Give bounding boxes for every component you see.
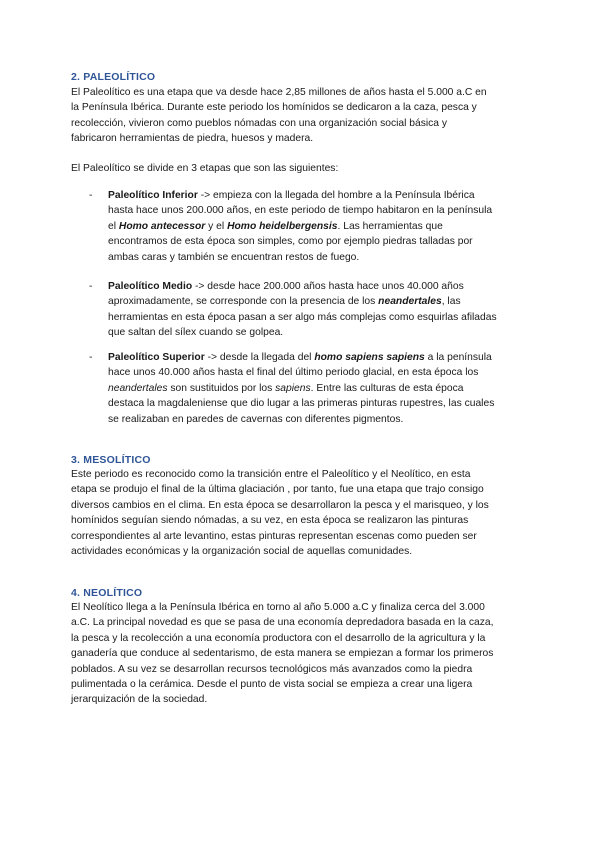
text-run: y el: [205, 220, 228, 232]
text-line: fabricaron herramientas de piedra, huesos y madera.: [71, 133, 314, 145]
text-line: hasta hace unos 200.000 años, en este periodo de tiempo habitaron en la península: [108, 205, 493, 217]
paleolitico-division-text: [71, 161, 533, 176]
text-run: , las: [441, 296, 461, 308]
text-line: a.C. La principal novedad es que se pasa de una economía depredadora basada en la caza,: [71, 617, 494, 629]
term-neandertales: neandertales: [108, 382, 168, 394]
bullet-marker: -: [89, 352, 93, 363]
text-line: correspondientes al arte levantino, estas pinturas representan escenas como pueden ser: [71, 530, 477, 542]
text-run: . Entre las culturas de esta época: [310, 382, 464, 394]
text-line: El Paleolítico es una etapa que va desde hace 2,85 millones de años hasta el 5.000 a.C en: [71, 87, 487, 98]
section-heading-mesolitico: 3. MESOLÍTICO: [71, 454, 151, 466]
bullet-marker: -: [89, 190, 93, 201]
text-line: [108, 350, 538, 365]
term-neandertales: neandertales: [378, 296, 442, 308]
term-homo-antecessor: Homo antecessor: [118, 220, 206, 232]
text-line: El Paleolítico se divide en 3 etapas que son las siguientes:: [71, 163, 339, 174]
term-title: Paleolítico Superior: [108, 352, 205, 363]
bullet-paleolitico-superior: [108, 350, 538, 427]
paleolitico-intro: [71, 85, 533, 147]
text-run: . Las herramientas que: [337, 220, 443, 232]
text-line: poblados. A su vez se desarrollan recursos tecnológicos más avanzados como la piedra: [71, 663, 473, 675]
term-sapiens: sapiens: [275, 382, 311, 394]
text-run: -> desde hace 200.000 años hasta hace unos 40.000 años: [192, 281, 464, 292]
text-line: que saltan del sílex cuando se golpea.: [108, 327, 284, 339]
text-line: [108, 219, 538, 234]
text-line: se realizaban en paredes de cavernas con diferentes pigmentos.: [108, 413, 404, 425]
text-line: encontramos de esta época son simples, como por ejemplo piedras talladas por: [108, 236, 473, 248]
text-line: [108, 381, 538, 396]
term-homo-heidelbergensis: Homo heidelbergensis: [227, 220, 338, 232]
text-line: ambas caras y también se encuentran restos de fuego.: [108, 251, 360, 263]
term-title: Paleolítico Medio: [108, 281, 193, 292]
section-heading-neolitico: 4. NEOLÍTICO: [71, 587, 143, 599]
text-line: [108, 188, 538, 203]
text-line: actividades económicas y la organización social de aquellas comunidades.: [71, 546, 413, 558]
text-line: hace unos 40.000 años hasta el final del último periodo glacial, en esta época los: [108, 367, 479, 379]
bullet-marker: -: [89, 281, 93, 292]
text-line: recolección, vivieron como pueblos nómadas con una organización social básica y: [71, 117, 448, 129]
text-run: -> empieza con la llegada del hombre a la Península Ibérica: [197, 190, 475, 201]
text-run: aproximadamente, se corresponde con la presencia de los: [108, 296, 379, 308]
bullet-paleolitico-inferior: [108, 188, 538, 265]
text-line: herramientas en esta época pasan a ser algo más complejas como esquirlas afiladas: [108, 311, 497, 323]
text-line: destaca la magdaleniense que dio lugar a las primeras pinturas rupestres, las cuales: [108, 398, 495, 410]
text-line: Este periodo es reconocido como la transición entre el Paleolítico y el Neolítico, en esta: [71, 469, 471, 480]
text-line: [108, 294, 538, 309]
term-homo-sapiens-sapiens: homo sapiens sapiens: [314, 352, 425, 363]
text-line: jerarquización de la sociedad.: [71, 694, 208, 706]
text-line: etapa se produjo el final de la última glaciación , por tanto, fue una etapa que trajo consigo: [71, 484, 484, 496]
text-line: la pesca y la recolección a una economía productora con el desarrollo de la agricultura y la: [71, 632, 486, 644]
text-run: el: [108, 220, 119, 232]
text-line: diversos cambios en el clima. En esta época se desarrollaron la pesca y el marisqueo, y los: [71, 499, 489, 511]
text-line: El Neolítico llega a la Península Ibérica en torno al año 5.000 a.C y finaliza cerca del 3.000: [71, 602, 485, 613]
text-run: a la península: [424, 352, 492, 363]
text-line: homínidos seguían siendo nómadas, a su vez, en esta época se realizaron las pinturas: [71, 515, 469, 527]
text-line: [108, 279, 538, 294]
text-run: son sustituidos por los: [167, 382, 276, 394]
text-line: pulimentada o la cerámica. Desde el punto de vista social se empieza a crear una ligera: [71, 679, 473, 691]
text-line: ganadería que conduce al sedentarismo, de esta manera se empiezan a formar los primeros: [71, 648, 494, 660]
term-title: Paleolítico Inferior: [108, 190, 198, 201]
mesolitico-body: [71, 467, 533, 559]
text-run: -> desde la llegada del: [204, 352, 315, 363]
section-heading-paleolitico: 2. PALEOLÍTICO: [71, 71, 156, 83]
bullet-paleolitico-medio: [108, 279, 538, 341]
text-line: la Península Ibérica. Durante este periodo los homínidos se dedicaron a la caza, pesca y: [71, 102, 477, 114]
neolitico-body: [71, 600, 533, 708]
